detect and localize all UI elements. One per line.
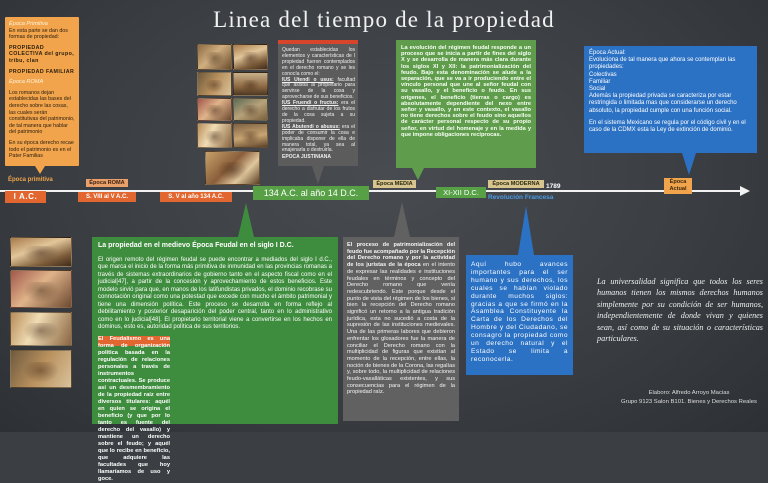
roman-painting-image: [233, 44, 268, 70]
ius-abutendi-term: IUS Abutendi o abusus:: [282, 123, 340, 130]
roman-citizens-image: [197, 123, 232, 148]
roman-rights-intro: Quedan establecidas los elementos y características de l propiedad fueron contemplados en el derecho romano y se les conocía como el:: [282, 47, 355, 77]
justinian-era: EPOCA JUSTINIANA: [282, 154, 331, 161]
ius-fruendi-term: IUS Fruendi o fructus:: [282, 100, 339, 107]
roma-heading: Época ROMA: [9, 79, 44, 86]
universality-note: La universalidad significa que todos los seres humanos tienen los mismos derechos humanos simplemente por su condición de ser humanos, independientemente de donde vivan y quienes sean, así como de su situación o características particulares.: [597, 277, 763, 344]
period-label-xi-xii-dc: XI-XII D.C.: [436, 187, 486, 198]
feudal-evolution-box: [396, 40, 536, 168]
reception-text: [347, 242, 455, 396]
roma-text: Los romanos dejan establecidas las bases del derecho sobre las cosas, las cuales serán constitutivas del patrimonio, de tal manera que hablar del patrimonio: [9, 89, 75, 136]
battle-scene-image: [197, 72, 232, 96]
revolution-pointer: [518, 206, 534, 255]
medieval-court-image: [10, 270, 72, 308]
period-label-v-134-ac: S. V al año 134 A.C.: [160, 192, 232, 202]
current-era-intro: Evoluciona de tal manera que ahora se contemplan las propiedades:: [589, 57, 736, 71]
era-label-media: Época MEDIA: [373, 180, 416, 188]
period-label-134ac-14dc: 134 A.C. al año 14 D.C.: [253, 186, 369, 200]
ius-fruendi-text: era el derecho a disfrutar de los frutos de la cosa sujeta a su propiedad.: [282, 100, 356, 124]
reception-pointer: [394, 202, 410, 237]
current-era-heading: Época Actual:: [589, 50, 626, 56]
medieval-peasants-image: [10, 312, 72, 346]
ius-utendi: [282, 78, 355, 102]
roman-rights-box: [278, 40, 358, 166]
roman-figures-image: [197, 98, 232, 121]
roman-senate-image: [233, 98, 268, 121]
medieval-heading: La propiedad en el medievo Época Feudal en el siglo I D.C.: [98, 242, 294, 249]
reception-bold-text: El proceso de patrimonialización del feudo fue acompañado por la Recepción del Derecho romano y por la actividad de los juristas de la época: [347, 242, 455, 269]
current-era-pointer: [682, 153, 696, 175]
revolution-text: Aquí hubo avances importantes para el ser humano y sus derechos, los cuales se habían violado durante muchos siglos: gracias a que se firmó en la Asamblea Constituyente la Carta de los Derechos del Hombre y del Ciudadano, se consagro la propiedad como un derecho natural y el Estado se limita a reconocerla.: [471, 261, 568, 363]
ius-abutendi: [282, 125, 355, 155]
era-label-primitiva: Época primitiva: [8, 177, 53, 183]
medieval-warriors-image: [10, 237, 72, 267]
ius-utendi-term: IUS Utendi o usus:: [282, 76, 334, 83]
medieval-property-box: [92, 237, 338, 482]
credits-group: Grupo 9123 Salon B101. Bienes y Derechos Reales: [621, 399, 757, 405]
era-label-actual: Época Actual: [664, 178, 692, 194]
red-tab: [278, 40, 358, 44]
current-era-text-1: Además la propiedad privada se caracteriza por estar restringida o limitada mas que considerarse un derecho absoluto, la propiedad cumple con una función social.: [589, 93, 737, 114]
event-label-french-revolution: Revolución Francesa: [488, 194, 554, 201]
french-revolution-box: [466, 255, 573, 375]
current-era-text-2: En el sistema Mexicano se regula por el código civil y en el caso de la CDMX esta la Ley de extinción de dominio.: [589, 119, 746, 134]
roman-scene-image: [233, 123, 268, 148]
medieval-paragraph-1: El origen remoto del régimen feudal se puede encontrar a mediados del siglo I d.C., que marca el inicio de la forma más primitiva de inmunidad en las provincias romanas a través de sistemas extraordinarios de gobierno tanto en el aspecto fiscal como en el judicial[47], a partir de la concesión y aprovechamiento de estos beneficios. Este modelo sirvió para que, en manos de los latifundistas privados, el dominio recobrase su connotación original como una potestad que excede con mucho el ámbito patrimonial y tiene una dimensión política. Este proceso se desarrolla en forma reflejo al debilitamiento y posterior desaparición del poder central, tanto en lo administrativo como en lo judicial[48]. El propietario territorial viene a convertirse en los hechos en dominus, esto es, autoridad política de sus territorios.: [98, 256, 332, 330]
ius-abutendi-text: era el poder de consumir la cosa e implicaba disponer de ella de manera total, ya sea al enajenarla o destruirla.: [282, 123, 355, 154]
feudal-evolution-pointer: [412, 168, 424, 180]
roman-soldiers-image: [205, 151, 260, 185]
primitive-intro: En esta parte se dan dos formas de propiedad:: [9, 27, 68, 41]
property-type-family: Familiar: [589, 78, 611, 85]
roman-forum-image: [197, 44, 232, 70]
primitive-pointer: [35, 166, 45, 174]
property-type-social: Social: [589, 86, 606, 93]
feudal-evolution-text: La evolución del régimen feudal responde a un proceso que se inicia a partir de fines del siglo X y se desarrolla de manera más clara durante los siglos XI y XII: la patrimonialización del feudo. Bajo esta denominación se alude a la separación, que se va a ir produciendo entre el vínculo personal que une al señor feudal con su vasallo, y el beneficio o feudo. En sus orígenes, el beneficio (tierras o cargo) es absolutamente dependiente del nexo entre señor y vasallo, y en este contexto, el vasallo no tiene derechos sobre el feudo sino aquellos de carácter personal respecto de su propio señor, en virtud del homenaje y en la medida y que impone obligaciones recíprocas.: [401, 45, 531, 138]
page-title: Linea del tiempo de la propiedad: [213, 7, 555, 32]
reception-body-text: en el intento de expresar las realidades e instituciones feudales en términos y concepto del Derecho romano que venía redescubriendo. Este porque desde el punto de vista del régimen de los bienes, si bien la recepción del Derecho romano significó un retorno a la antigua tradición jurídica, esta no sucedió a costa de la supresión de las instituciones medievales. Una de las primeras labores que debieron enfrentar los glosadores fue la manera de conciliar el Derecho romano con la multiplicidad de figuras que existían al momento de la recepción, entre ellas, la noción de bienes de la Corona, las regalías y, sobre todo, la multiplicidad de relaciones feudo-vasalláticas existentes, y sus consecuencias para el régimen de la propiedad raíz.: [347, 262, 455, 396]
roman-rights-pointer: [312, 166, 324, 184]
primitive-era-box: [5, 17, 79, 166]
property-type-collective: Colectivas: [589, 71, 617, 78]
year-label-1789: 1789: [546, 183, 561, 190]
era-label-moderna: Época MODERNA: [488, 180, 544, 188]
collective-property: PROPIEDAD COLECTIVA del grupo, tribu, clan: [9, 44, 75, 64]
primitive-heading: Época Primitiva: [9, 21, 48, 27]
roman-law-reception-box: [343, 237, 459, 421]
current-era-box: [584, 46, 757, 153]
period-label-viii-v-ac: S. VIII al V A.C.: [78, 192, 136, 202]
credits-author: Elaboro: Alfredo Arroyo Macias: [648, 390, 730, 396]
medieval-paragraph-2: El Feudalismo es una forma de organización política basada en la regulación de relaciones personales a través de instrumentos contractuales. Se produce así un desmembramiento de la propiedad raíz entre diversos titulares: aquél en quien se origina el beneficio (y que por lo tanto es fuente del derecho del vasallo) y mantiene un derecho sobre el feudo; y aquél que lo recibe en beneficio, que adquiere las facultades que hoy llamaríamos de uso y goce.: [98, 335, 170, 482]
pater-familias-text: En su época derecho recae todo el patrimonio es en el Pater Familias: [9, 139, 74, 160]
battle-scene-image-2: [233, 72, 268, 96]
credits: [612, 389, 766, 407]
ius-fruendi: [282, 101, 355, 125]
timeline-arrow-icon: [740, 186, 750, 196]
family-property: PROPIEDAD FAMILIAR: [9, 68, 75, 75]
medieval-nobles-image: [10, 350, 72, 388]
ius-utendi-text: facultad que asistía al propietario para servirse de la cosa y aprovecharse de sus beneficios.: [282, 76, 355, 101]
era-label-roma: Época ROMA: [86, 179, 128, 187]
medieval-pointer: [238, 203, 254, 237]
period-label-i-ac: I A.C.: [5, 191, 46, 203]
